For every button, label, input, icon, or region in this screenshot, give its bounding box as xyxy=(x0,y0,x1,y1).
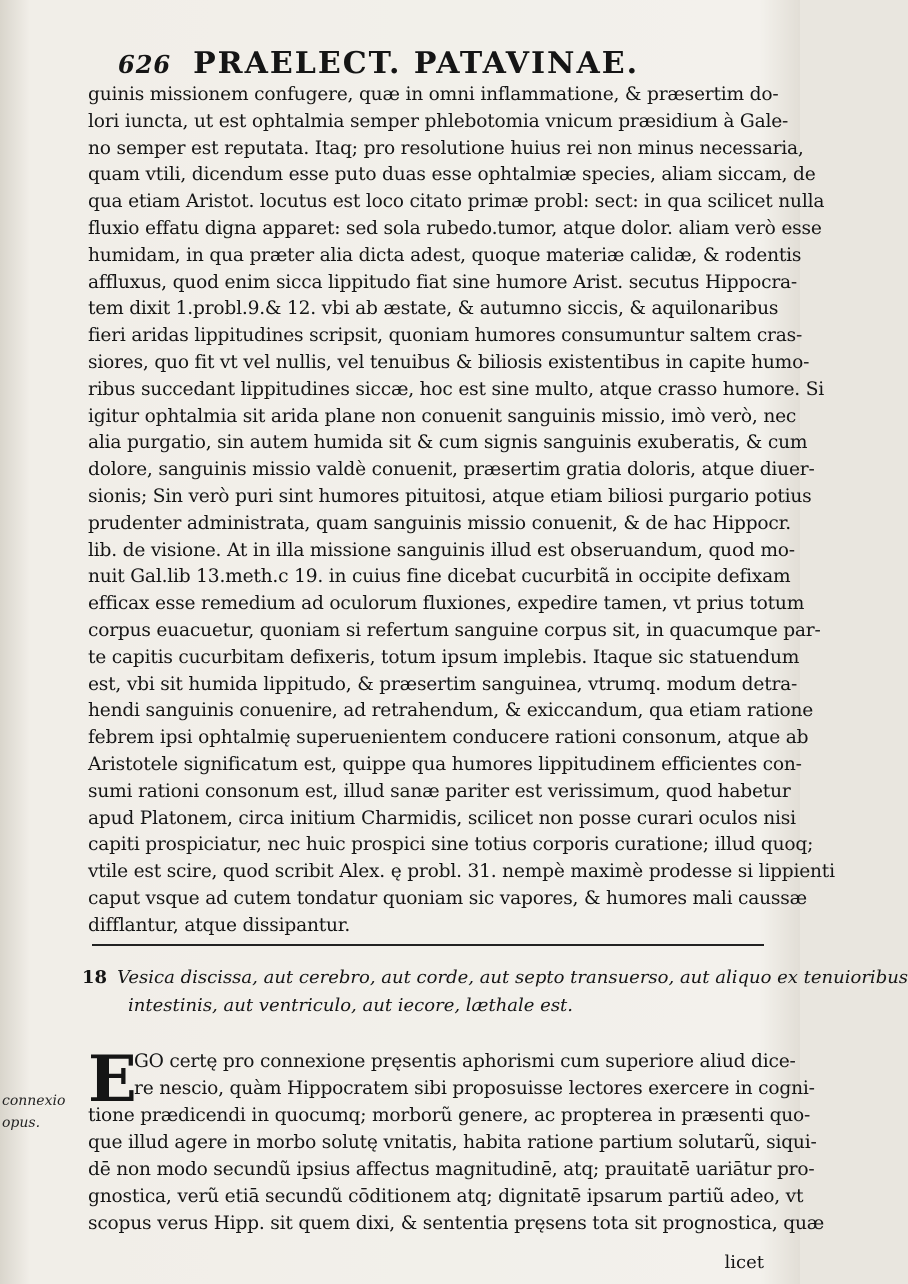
text-line: te capitis cucurbitam defixeris, totum ipsum implebis. Itaque sic statuendum xyxy=(88,646,800,668)
margin-note: opus. xyxy=(2,1115,41,1131)
text-line: lib. de visione. At in illa missione sanguinis illud est obseruandum, quod mo- xyxy=(88,539,795,561)
commentary-line: que illud agere in morbo solutę vnitatis, habita ratione partium solutarũ, siqui- xyxy=(88,1132,817,1153)
text-line: guinis missionem confugere, quæ in omni inflammatione, & præsertim do- xyxy=(88,84,779,105)
text-line: est, vbi sit humida lippitudo, & præsertim sanguinea, vtrumq. modum detra- xyxy=(88,673,798,695)
aphorism-line: intestinis, aut ventriculo, aut iecore, læthale est. xyxy=(128,995,574,1016)
commentary-block xyxy=(88,1042,825,1237)
text-line: sumi rationi consonum est, illud sanæ pariter est verissimum, quod habetur xyxy=(88,780,791,802)
text-line: qua etiam Aristot. locutus est loco citato primæ probl: sect: in qua scilicet nulla xyxy=(88,191,825,213)
aphorism-text: Vesica discissa, aut cerebro, aut corde, aut septo transuerso, aut aliquo ex tenuioribus xyxy=(117,967,908,988)
text-line: caput vsque ad cutem tondatur quoniam sic vapores, & humores mali caussæ xyxy=(88,887,807,909)
text-line: vtile est scire, quod scribit Alex. ę probl. 31. nempè maximè prodesse si lippienti xyxy=(88,861,835,883)
text-line: fieri aridas lippitudines scripsit, quoniam humores consumuntur saltem cras- xyxy=(88,325,803,347)
text-line: alia purgatio, sin autem humida sit & cum signis sanguinis exuberatis, & cum xyxy=(88,432,808,454)
page-header xyxy=(118,46,678,86)
commentary-line: scopus verus Hipp. sit quem dixi, & sententia pręsens tota sit prognostica, quæ xyxy=(88,1213,825,1234)
text-line: fluxio effatu digna apparet: sed sola rubedo.tumor, atque dolor. aliam verò esse xyxy=(88,217,822,239)
text-line: affluxus, quod enim sicca lippitudo fiat sine humore Arist. secutus Hippocra- xyxy=(88,271,797,293)
text-line: humidam, in qua præter alia dicta adest, quoque materiæ calidæ, & rodentis xyxy=(88,244,802,266)
drop-cap: E xyxy=(88,1042,137,1117)
text-line: capiti prospiciatur, nec huic prospici sine totius corporis curatione; illud quoq; xyxy=(88,834,814,856)
text-line: ribus succedant lippitudines siccæ, hoc est sine multo, atque crasso humore. Si xyxy=(88,378,824,400)
text-line: lori iuncta, ut est ophtalmia semper phlebotomia vnicum præsidium à Gale- xyxy=(88,110,789,132)
text-line: apud Platonem, circa initium Charmidis, scilicet non posse curari oculos nisi xyxy=(88,807,796,829)
text-line: siores, quo fit vt vel nullis, vel tenuibus & biliosis existentibus in capite humo- xyxy=(88,351,810,373)
text-line: Aristotele significatum est, quippe qua humores lippitudinem efficientes con- xyxy=(88,753,802,775)
commentary-line: re nescio, quàm Hippocratem sibi proposuisse lectores exercere in cogni- xyxy=(134,1078,815,1099)
text-line: difflantur, atque dissipantur. xyxy=(88,914,351,936)
catchword: licet xyxy=(724,1252,764,1273)
main-text-block xyxy=(88,82,835,940)
running-head: PRAELECT. PATAVINAE. xyxy=(193,46,640,81)
text-line: efficax esse remedium ad oculorum fluxiones, expedire tamen, vt prius totum xyxy=(88,593,805,615)
margin-notes xyxy=(2,1090,72,1134)
text-line: febrem ipsi ophtalmię superuenientem conducere rationi consonum, atque ab xyxy=(88,727,809,749)
text-line: nuit Gal.lib 13.meth.c 19. in cuius fine dicebat cucurbitã in occipite defixam xyxy=(88,566,791,588)
commentary-line: dē non modo secundũ ipsius affectus magnitudinē, atq; prauitatē uariātur pro- xyxy=(88,1159,815,1180)
commentary-line: GO certę pro connexione pręsentis aphorismi cum superiore aliud dice- xyxy=(134,1051,796,1072)
text-line: tem dixit 1.probl.9.& 12. vbi ab æstate, & autumno siccis, & aquilonaribus xyxy=(88,298,779,320)
commentary-line: tione prædicendi in quocumq; morborũ genere, ac propterea in præsenti quo- xyxy=(88,1105,811,1126)
text-line: quam vtili, dicendum esse puto duas esse ophtalmiæ species, aliam siccam, de xyxy=(88,164,816,186)
text-line: hendi sanguinis conuenire, ad retrahendum, & exiccandum, qua etiam ratione xyxy=(88,700,814,722)
text-line: dolore, sanguinis missio valdè conuenit, præsertim gratia doloris, atque diuer- xyxy=(88,459,815,481)
text-line: igitur ophtalmia sit arida plane non conuenit sanguinis missio, imò verò, nec xyxy=(88,405,797,427)
text-line: prudenter administrata, quam sanguinis missio conuenit, & de hac Hippocr. xyxy=(88,512,791,534)
section-divider xyxy=(92,944,764,946)
text-line: corpus euacuetur, quoniam si refertum sanguine corpus sit, in quacumque par- xyxy=(88,619,821,641)
page-number: 626 xyxy=(118,50,172,79)
text-line: no semper est reputata. Itaq; pro resolutione huius rei non minus necessaria, xyxy=(88,137,804,159)
aphorism-block xyxy=(82,964,908,1020)
aphorism-number: 18 xyxy=(82,967,108,988)
margin-note: connexio xyxy=(2,1093,66,1109)
aphorism-line xyxy=(82,964,908,992)
commentary-line: gnostica, verũ etiā secundũ cōditionem atq; dignitatē ipsarum partiũ adeo, vt xyxy=(88,1186,804,1207)
text-line: sionis; Sin verò puri sint humores pituitosi, atque etiam biliosi purgario potius xyxy=(88,485,812,507)
